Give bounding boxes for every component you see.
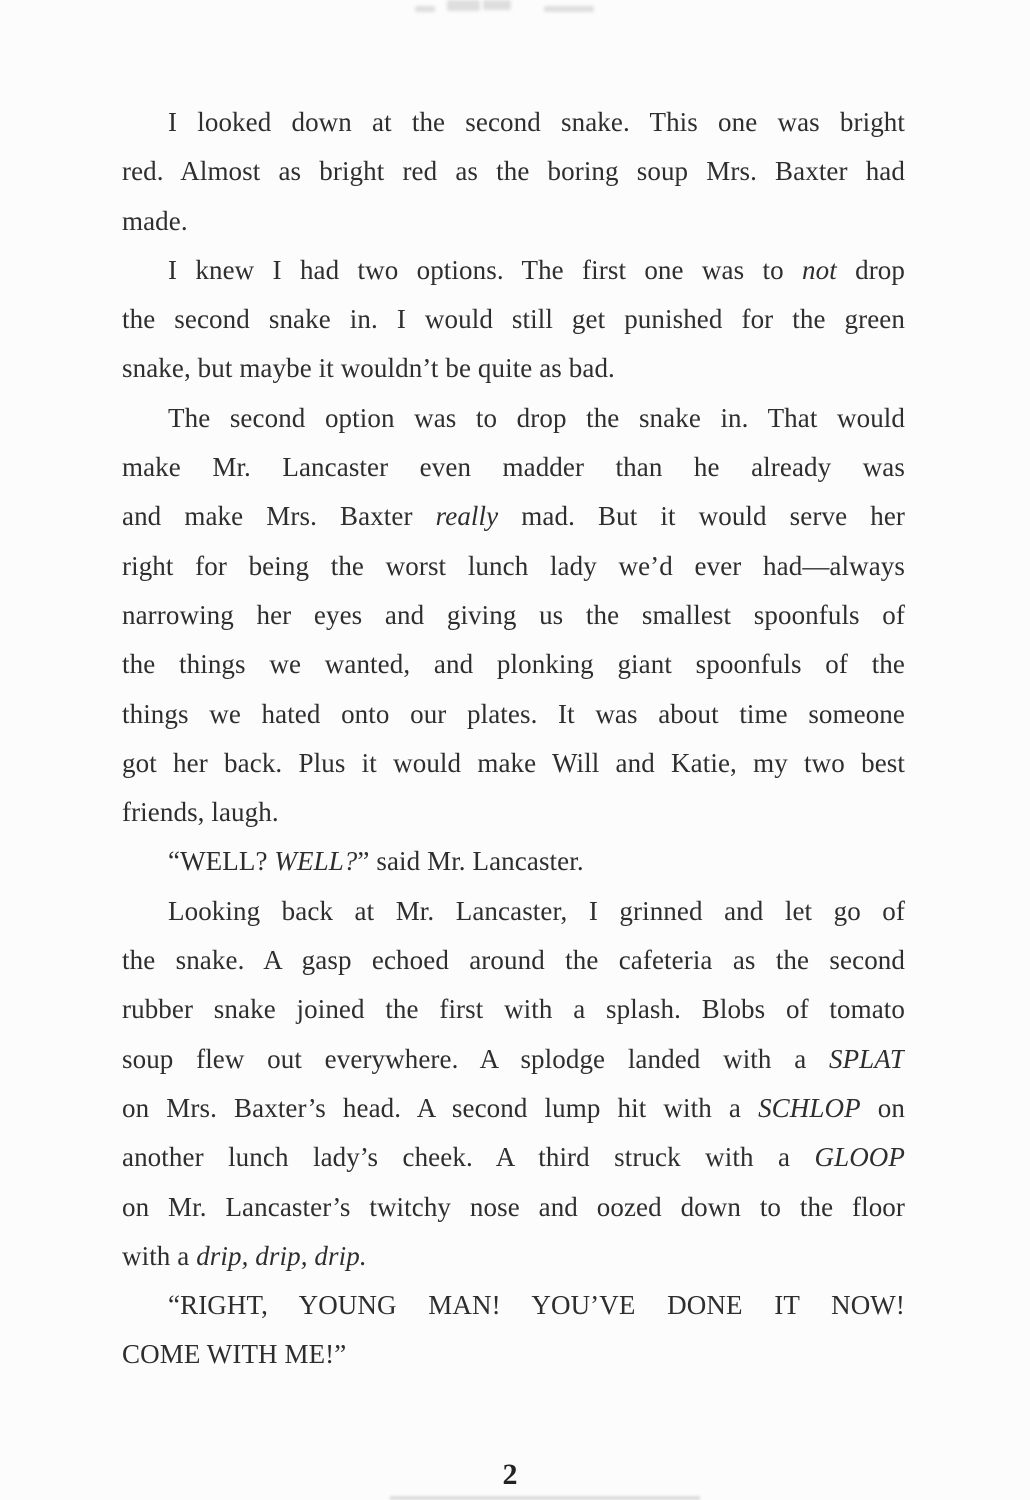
text-line: [122, 591, 905, 640]
text-line: [122, 394, 905, 443]
text-line: [122, 147, 905, 196]
italic-text-run: not: [802, 254, 837, 285]
text-line: [122, 837, 905, 886]
text-run: make Mr. Lancaster even madder than he already was: [122, 452, 905, 483]
text-line: [122, 936, 905, 985]
text-run: I knew I had two options. The first one was to: [168, 254, 802, 285]
text-run: the snake. A gasp echoed around the cafeteria as the second: [122, 945, 905, 976]
text-run: The second option was to drop the snake in. That would: [168, 402, 905, 433]
text-line: [122, 1232, 905, 1281]
text-line: [122, 246, 905, 295]
text-run: mad. But it would serve her: [498, 501, 905, 532]
text-line: [122, 197, 905, 246]
paragraph: [122, 98, 905, 246]
text-line: [122, 739, 905, 788]
text-run: COME WITH ME!”: [122, 1339, 347, 1370]
italic-text-run: WELL?: [274, 846, 358, 877]
paragraph: [122, 887, 905, 1281]
italic-text-run: GLOOP: [814, 1142, 905, 1173]
text-line: [122, 1183, 905, 1232]
text-run: narrowing her eyes and giving us the smallest spoonfuls of: [122, 599, 905, 630]
italic-text-run: really: [435, 501, 499, 532]
text-run: made.: [122, 205, 188, 236]
text-run: and make Mrs. Baxter: [122, 501, 436, 532]
italic-text-run: SCHLOP: [758, 1092, 861, 1123]
text-run: “WELL?: [168, 846, 275, 877]
italic-text-run: SPLAT: [828, 1043, 905, 1074]
text-run: right for being the worst lunch lady we’d ever had—always: [122, 550, 905, 581]
text-run: got her back. Plus it would make Will and Katie, my two best: [122, 747, 905, 778]
text-run: things we hated onto our plates. It was about time someone: [122, 698, 905, 729]
text-run: I looked down at the second snake. This one was bright: [168, 107, 905, 137]
text-run: rubber snake joined the first with a splash. Blobs of tomato: [122, 994, 905, 1025]
text-run: with a: [122, 1240, 197, 1271]
text-line: [122, 344, 905, 393]
header-smudge: [447, 0, 480, 11]
text-line: [122, 788, 905, 837]
text-line: [122, 1133, 905, 1182]
text-run: red. Almost as bright red as the boring soup Mrs. Baxter had: [122, 156, 905, 187]
text-line: [122, 1330, 905, 1379]
paragraph: [122, 246, 905, 394]
body-text: [122, 98, 905, 1380]
text-line: [122, 887, 905, 936]
text-line: [122, 985, 905, 1034]
text-line: [122, 492, 905, 541]
text-line: [122, 542, 905, 591]
header-smudge: [544, 6, 594, 12]
text-line: [122, 98, 905, 147]
text-line: [122, 295, 905, 344]
cropped-header-remnant: [0, 0, 1030, 14]
text-line: [122, 690, 905, 739]
cropped-footer-remnant: [390, 1496, 700, 1500]
italic-text-run: drip, drip, drip.: [196, 1240, 367, 1271]
page-number: 2: [502, 1458, 518, 1491]
text-run: “RIGHT, YOUNG MAN! YOU’VE DONE IT NOW!: [168, 1290, 905, 1321]
text-run: on Mr. Lancaster’s twitchy nose and oozed down to the floor: [122, 1191, 905, 1222]
text-line: [122, 640, 905, 689]
text-run: snake, but maybe it wouldn’t be quite as bad.: [122, 353, 615, 384]
paragraph: [122, 1281, 905, 1380]
text-run: on Mrs. Baxter’s head. A second lump hit with a: [122, 1092, 759, 1123]
text-run: ” said Mr. Lancaster.: [357, 846, 584, 877]
text-run: soup flew out everywhere. A splodge landed with a: [122, 1043, 829, 1074]
header-smudge: [483, 0, 511, 10]
paragraph: [122, 394, 905, 838]
text-run: drop: [836, 254, 905, 285]
text-line: [122, 443, 905, 492]
text-run: the things we wanted, and plonking giant spoonfuls of the: [122, 649, 905, 680]
text-run: friends, laugh.: [122, 797, 279, 828]
text-run: the second snake in. I would still get punished for the green: [122, 304, 905, 335]
text-line: [122, 1281, 905, 1330]
header-smudge: [415, 6, 435, 12]
text-run: Looking back at Mr. Lancaster, I grinned and let go of: [168, 895, 905, 926]
text-line: [122, 1084, 905, 1133]
text-run: another lunch lady’s cheek. A third struck with a: [122, 1142, 815, 1173]
paragraph: [122, 837, 905, 886]
text-line: [122, 1035, 905, 1084]
text-run: on: [860, 1092, 905, 1123]
